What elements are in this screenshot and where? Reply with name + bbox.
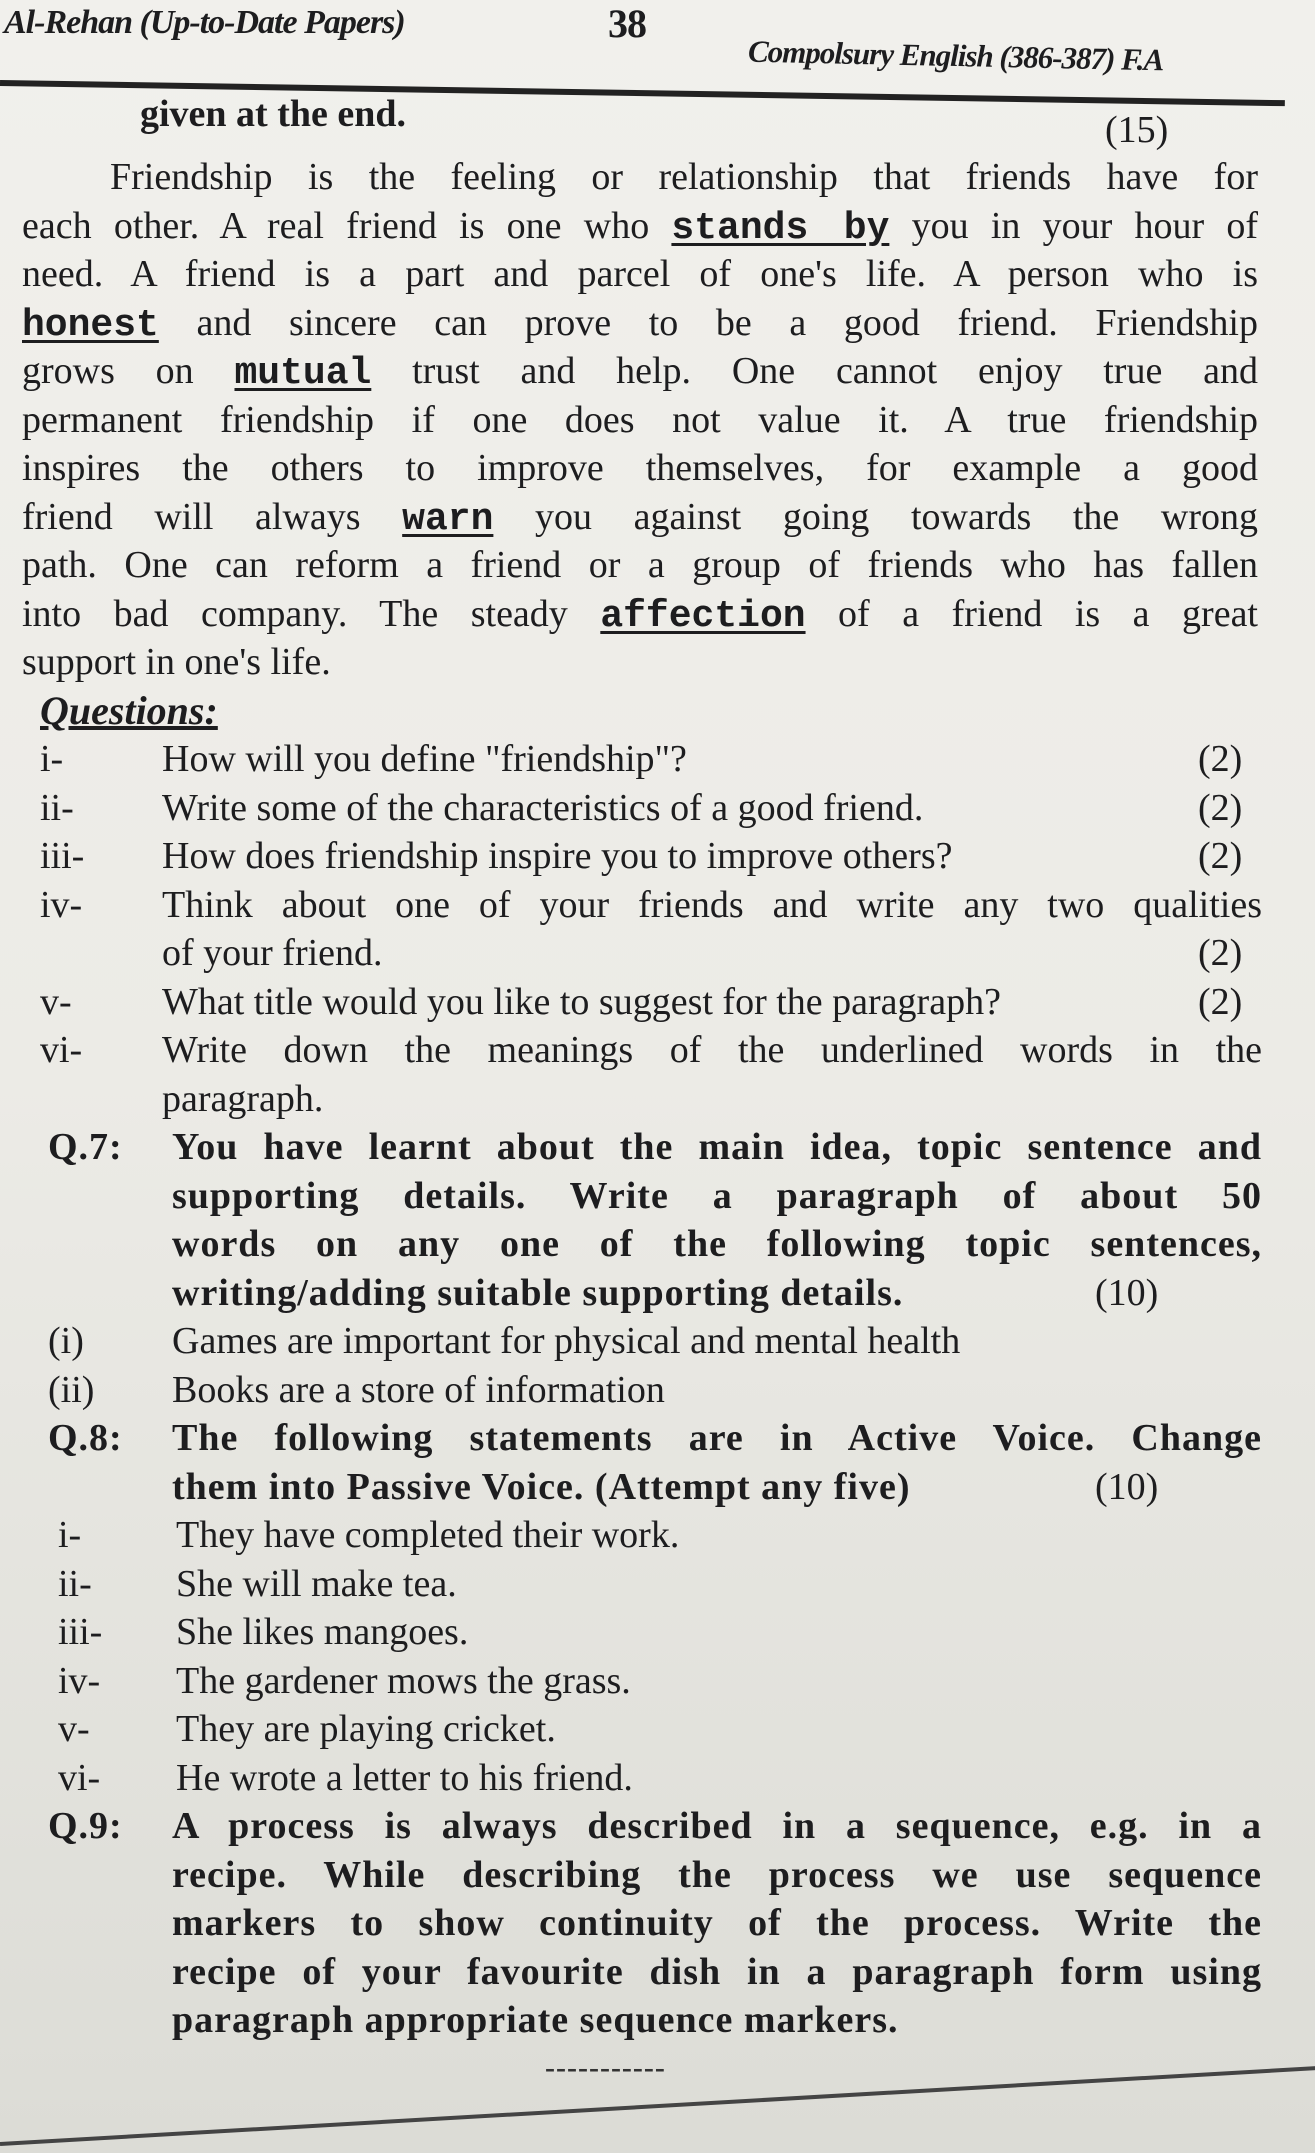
intro-marks: (15) [1105, 109, 1169, 151]
option-text: Games are important for physical and mental health [172, 1320, 961, 1362]
passage-text [22, 396, 1258, 444]
text-segment: friend will always [22, 495, 403, 538]
question-marks: (2) [1198, 835, 1243, 877]
book-title: Al-Rehan (Up-to-Date Papers) [4, 4, 405, 41]
question-text: Write down the meanings of the underlined words in the [162, 1029, 1262, 1071]
q7-label: Q.7: [48, 1126, 123, 1168]
statement-text: They have completed their work. [176, 1514, 680, 1556]
text-segment: you against going towards the wrong [493, 495, 1258, 538]
q8-marks: (10) [1095, 1465, 1159, 1508]
question-label: vi- [40, 1029, 83, 1071]
q9-line [0, 1851, 1315, 1899]
question-marks: (2) [1198, 980, 1243, 1023]
question-item [0, 784, 1315, 832]
q7-option [0, 1366, 1315, 1414]
statement-label: v- [58, 1708, 90, 1750]
passage-line [0, 347, 1315, 395]
q9-text: recipe. While describing the process we use sequence [172, 1853, 1262, 1896]
q8-statement [0, 1511, 1315, 1559]
q8-text: The following statements are in Active Voice. Change [172, 1417, 1262, 1459]
text-segment: of a friend is a great [805, 592, 1258, 635]
question-marks: (2) [1198, 786, 1243, 829]
page-number: 38 [608, 1, 646, 46]
underlined-word: warn [402, 497, 494, 541]
text-segment: Friendship is the feeling or relationship that friends have for [110, 156, 1258, 198]
q7-marks: (10) [1095, 1271, 1159, 1314]
passage-line [0, 202, 1315, 250]
question-item [0, 832, 1315, 880]
question-item [0, 929, 1315, 977]
passage-line [0, 590, 1315, 638]
q9-line [0, 1802, 1315, 1850]
q7-line [0, 1220, 1315, 1268]
passage-line [0, 638, 1315, 686]
question-text: Think about one of your friends and write any two qualities [162, 883, 1262, 926]
q8-text: them into Passive Voice. (Attempt any five) [172, 1465, 911, 1508]
question-item [0, 1026, 1315, 1074]
text-segment: support in one's life. [22, 641, 331, 683]
statement-label: i- [58, 1514, 82, 1556]
question-item [0, 978, 1315, 1026]
text-segment: you in your hour of [889, 204, 1258, 247]
passage-line [0, 541, 1315, 589]
passage-text [22, 347, 1258, 395]
question-label: iii- [40, 835, 85, 877]
passage-line [0, 153, 1315, 201]
underlined-word: stands by [671, 206, 890, 250]
passage-line [0, 444, 1315, 492]
question-text: of your friend. [162, 932, 383, 974]
question-item [0, 1075, 1315, 1123]
question-label: i- [40, 738, 64, 780]
passage-text [22, 444, 1258, 492]
q7-text: words on any one of the following topic sentences, [172, 1223, 1262, 1265]
q9-text: markers to show continuity of the process. Write the [172, 1902, 1262, 1944]
statement-text: She will make tea. [176, 1562, 457, 1605]
passage-text [22, 638, 331, 686]
questions-heading: Questions: [40, 687, 218, 733]
question-item [0, 881, 1315, 929]
q7-text: You have learnt about the main idea, topic sentence and [172, 1126, 1262, 1168]
questions-heading-row [0, 687, 1315, 735]
question-text: How will you define "friendship"? [162, 738, 687, 780]
q7-option [0, 1317, 1315, 1365]
passage-text [22, 202, 1258, 250]
option-label: (i) [48, 1320, 84, 1362]
passage-text [22, 590, 1258, 638]
passage-text [110, 153, 1258, 201]
text-segment: permanent friendship if one does not value it. A true friendship [22, 398, 1258, 441]
question-marks: (2) [1198, 932, 1243, 974]
underlined-word: mutual [234, 352, 372, 395]
q8-label: Q.8: [48, 1417, 123, 1459]
question-item [0, 735, 1315, 783]
subject-title: Compolsury English (386-387) F.A [747, 33, 1164, 78]
q8-statement [0, 1560, 1315, 1608]
intro-text: given at the end. [140, 93, 406, 135]
q9-line [0, 1899, 1315, 1947]
q8-line [0, 1463, 1315, 1511]
passage-line [0, 396, 1315, 444]
statement-text: She likes mangoes. [176, 1611, 469, 1653]
q8-line [0, 1414, 1315, 1462]
end-dashes: ----------- [545, 2051, 666, 2084]
text-segment: grows on [22, 350, 235, 392]
question-label: iv- [40, 883, 83, 926]
option-label: (ii) [48, 1368, 95, 1411]
question-text: How does friendship inspire you to improve others? [162, 835, 953, 877]
passage-line [0, 493, 1315, 541]
question-text: paragraph. [162, 1077, 324, 1120]
q7-line [0, 1172, 1315, 1220]
q9-text: A process is always described in a sequence, e.g. in a [172, 1805, 1262, 1847]
question-label: ii- [40, 786, 74, 829]
q9-line [0, 1948, 1315, 1996]
text-segment: need. A friend is a part and parcel of one's life. A person who is [22, 253, 1258, 295]
question-text: What title would you like to suggest for the paragraph? [162, 980, 1001, 1023]
q7-text: writing/adding suitable supporting details. [172, 1271, 904, 1314]
q8-statement [0, 1657, 1315, 1705]
statement-text: He wrote a letter to his friend. [176, 1756, 633, 1799]
statement-label: vi- [58, 1756, 101, 1799]
statement-label: iv- [58, 1659, 101, 1702]
text-segment: into bad company. The steady [22, 592, 601, 635]
passage-text [22, 541, 1258, 589]
question-label: v- [40, 980, 72, 1023]
underlined-word: honest [22, 303, 159, 347]
option-text: Books are a store of information [172, 1368, 665, 1411]
passage-text [22, 493, 1258, 541]
passage-line [0, 250, 1315, 298]
passage-text [22, 299, 1258, 347]
text-segment: path. One can reform a friend or a group of friends who has fallen [22, 544, 1258, 586]
q9-text: recipe of your favourite dish in a paragraph form using [172, 1950, 1262, 1993]
question-text: Write some of the characteristics of a good friend. [162, 786, 924, 829]
statement-text: The gardener mows the grass. [176, 1659, 631, 1702]
q7-line [0, 1123, 1315, 1171]
text-segment: each other. A real friend is one who [22, 204, 672, 247]
q7-text: supporting details. Write a paragraph of about 50 [172, 1174, 1262, 1217]
text-segment: and sincere can prove to be a good friend. Friendship [158, 301, 1258, 344]
q8-statement [0, 1754, 1315, 1802]
underlined-word: affection [600, 594, 806, 638]
text-segment: inspires the others to improve themselves, for example a good [22, 447, 1258, 489]
q9-line [0, 1996, 1315, 2044]
statement-label: iii- [58, 1611, 103, 1653]
text-segment: trust and help. One cannot enjoy true and [371, 350, 1258, 392]
q8-statement [0, 1705, 1315, 1753]
statement-label: ii- [58, 1562, 92, 1605]
passage-line [0, 299, 1315, 347]
q9-text: paragraph appropriate sequence markers. [172, 1999, 899, 2041]
statement-text: They are playing cricket. [176, 1708, 556, 1750]
question-marks: (2) [1198, 738, 1243, 780]
q8-statement [0, 1608, 1315, 1656]
q9-label: Q.9: [48, 1805, 123, 1847]
passage-text [22, 250, 1258, 298]
q7-line [0, 1269, 1315, 1317]
